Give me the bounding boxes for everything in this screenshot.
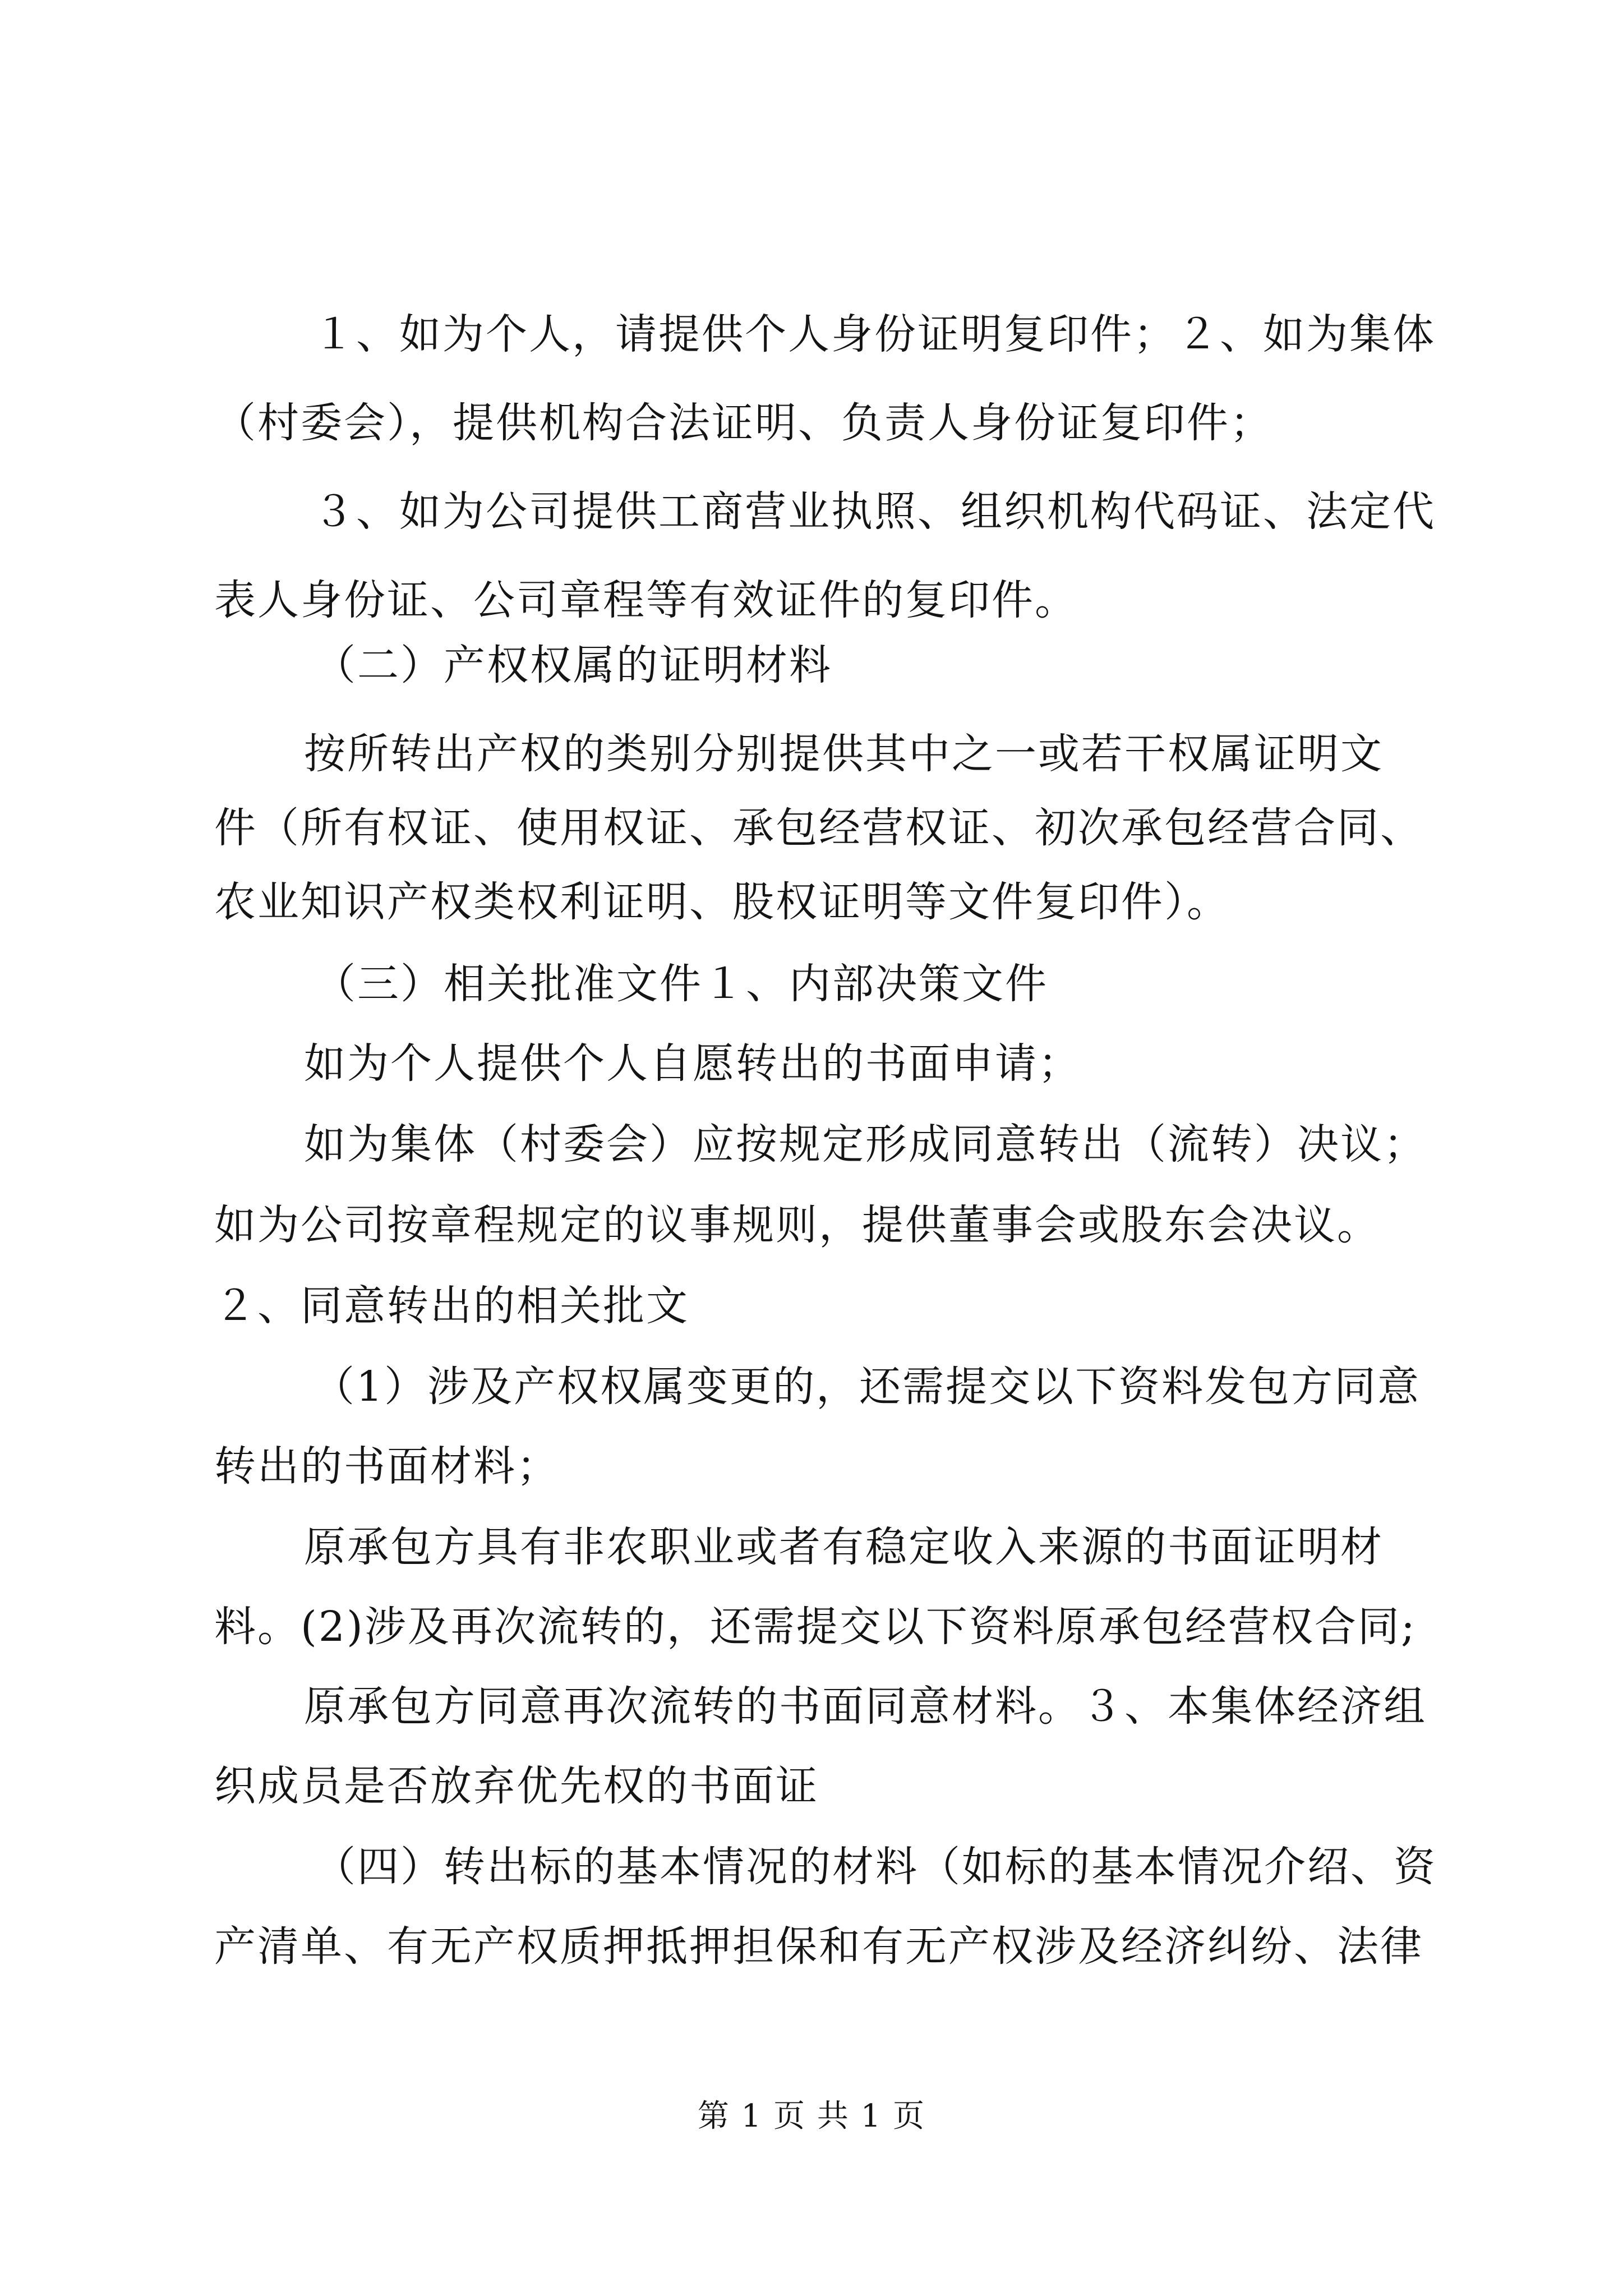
text-line-6: 按所转出产权的类别分别提供其中之一或若干权属证明文: [304, 730, 1384, 778]
text-line-2: （村委会），提供机构合法证明、负责人身份证复印件；: [214, 399, 1273, 447]
text-line-16: 原承包方具有非农职业或者有稳定收入来源的书面证明材: [304, 1523, 1384, 1571]
section-heading-4: （四）转出标的基本情况的材料（如标的基本情况介绍、资: [314, 1843, 1437, 1891]
text-line-4: 表人身份证、公司章程等有效证件的复印件。: [214, 576, 1078, 624]
text-line-18: 原承包方同意再次流转的书面同意材料。３、本集体经济组: [304, 1682, 1427, 1731]
text-line-15: 转出的书面材料；: [214, 1442, 560, 1490]
text-line-7: 件（所有权证、使用权证、承包经营权证、初次承包经营合同、: [214, 804, 1423, 852]
text-line-12: 如为公司按章程规定的议事规则，提供董事会或股东会决议。: [214, 1201, 1380, 1249]
text-line-17: 料。(2)涉及再次流转的，还需提交以下资料原承包经营权合同;: [214, 1603, 1417, 1651]
text-line-1: １、如为个人，请提供个人身份证明复印件；２、如为集体: [313, 310, 1436, 358]
page-number-footer: 第 1 页 共 1 页: [697, 2098, 926, 2134]
text-line-8: 农业知识产权类权利证明、股权证明等文件复印件）。: [214, 878, 1230, 926]
text-line-10: 如为个人提供个人自愿转出的书面申请；: [304, 1039, 1081, 1088]
text-line-3: ３、如为公司提供工商营业执照、组织机构代码证、法定代: [313, 487, 1436, 536]
section-heading-2: （二）产权权属的证明材料: [314, 641, 832, 689]
text-line-13: ２、同意转出的相关批文: [214, 1282, 689, 1330]
section-heading-3: （三）相关批准文件１、内部决策文件: [314, 960, 1048, 1008]
text-line-11: 如为集体（村委会）应按规定形成同意转出（流转）决议；: [304, 1120, 1427, 1168]
text-line-21: 产清单、有无产权质押抵押担保和有无产权涉及经济纠纷、法律: [214, 1922, 1423, 1971]
text-line-14: （1）涉及产权权属变更的，还需提交以下资料发包方同意: [313, 1363, 1421, 1411]
text-line-19: 织成员是否放弃优先权的书面证: [214, 1762, 819, 1810]
